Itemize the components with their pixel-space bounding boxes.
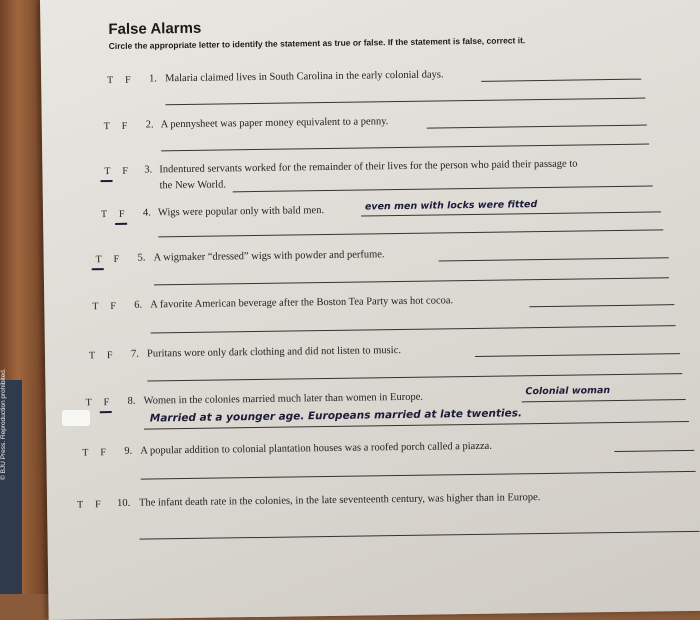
q6-answer-line[interactable] — [529, 304, 674, 307]
worksheet-page — [40, 0, 700, 620]
q5-circled-mark — [92, 268, 104, 270]
worksheet-title: False Alarms — [108, 19, 202, 39]
q4-handwritten-answer: even men with locks were fitted — [364, 199, 538, 213]
q1-number: 1. — [149, 73, 158, 85]
q5-answer-line-2[interactable] — [154, 277, 669, 285]
q4-answer-line[interactable] — [361, 211, 661, 216]
q8-true-option[interactable]: T — [85, 397, 92, 409]
q5-answer-line[interactable] — [439, 257, 669, 261]
q10-true-option[interactable]: T — [76, 499, 84, 511]
q7-answer-line[interactable] — [475, 353, 680, 357]
q8-number: 8. — [127, 395, 136, 407]
light-glare — [62, 410, 90, 426]
q6-true-option[interactable]: T — [92, 301, 99, 313]
copyright-notice: © BJU Press. Reproduction prohibited. — [0, 368, 7, 480]
q7-false-option[interactable]: F — [106, 350, 113, 362]
q2-answer-line-2[interactable] — [161, 144, 649, 152]
q3-text-line2: the New World. — [159, 179, 227, 192]
q5-text: A wigmaker “dressed” wigs with powder and perfume. — [153, 249, 385, 264]
q9-answer-line[interactable] — [614, 450, 694, 452]
q4-circled-mark — [115, 223, 127, 225]
q10-text: The infant death rate in the colonies, in the late seventeenth century, was higher than in Europe. — [138, 492, 541, 509]
q8-handwritten-answer: Colonial woman — [525, 385, 611, 398]
q9-true-option[interactable]: T — [82, 447, 89, 459]
q8-circled-mark — [100, 411, 112, 413]
q4-text: Wigs were popular only with bald men. — [157, 205, 325, 219]
q4-false-option[interactable]: F — [118, 208, 125, 220]
q6-answer-line-2[interactable] — [151, 325, 676, 333]
q8-answer-line[interactable] — [522, 399, 686, 402]
q9-answer-line-2[interactable] — [141, 471, 696, 480]
q3-number: 3. — [144, 164, 153, 176]
q2-answer-line[interactable] — [427, 125, 647, 129]
q5-number: 5. — [137, 252, 146, 264]
q7-text: Puritans wore only dark clothing and did not listen to music. — [146, 344, 402, 360]
q1-text: Malaria claimed lives in South Carolina in the early colonial days. — [165, 69, 444, 85]
q3-true-option[interactable]: T — [104, 166, 111, 178]
q10-number: 10. — [116, 497, 131, 509]
q8-false-option[interactable]: F — [103, 397, 110, 409]
q5-true-option[interactable]: T — [95, 254, 102, 266]
q1-false-option[interactable]: F — [125, 74, 131, 86]
q2-true-option[interactable]: T — [103, 121, 110, 133]
q1-true-option[interactable]: T — [107, 74, 114, 87]
q3-circled-mark — [101, 180, 113, 182]
q10-false-option[interactable]: F — [94, 499, 101, 511]
q8-text: Women in the colonies married much later than women in Europe. — [143, 391, 424, 407]
q7-number: 7. — [130, 348, 139, 360]
q4-number: 4. — [142, 207, 151, 219]
q3-text: Indentured servants worked for the remainder of their lives for the person who paid their passage to — [159, 158, 578, 176]
q2-false-option[interactable]: F — [121, 120, 128, 132]
q1-answer-line-2[interactable] — [165, 98, 645, 106]
instructions: Circle the appropriate letter to identify the statement as true or false. If the statement is false, correct it. — [108, 35, 526, 52]
q2-text: A pennysheet was paper money equivalent to a penny. — [160, 116, 389, 131]
q9-number: 9. — [124, 445, 133, 457]
q6-false-option[interactable]: F — [110, 300, 116, 313]
q3-answer-line[interactable] — [233, 185, 653, 192]
q2-number: 2. — [145, 119, 154, 131]
q5-false-option[interactable]: F — [113, 253, 120, 265]
q10-answer-line[interactable] — [140, 531, 700, 540]
q9-text: A popular addition to colonial plantation houses was a roofed porch called a piazza. — [140, 440, 492, 457]
q6-text: A favorite American beverage after the Boston Tea Party was hot cocoa. — [150, 295, 454, 311]
q4-true-option[interactable]: T — [100, 209, 108, 221]
q4-answer-line-2[interactable] — [158, 229, 663, 237]
q3-false-option[interactable]: F — [122, 165, 129, 177]
q1-answer-line[interactable] — [481, 79, 641, 82]
q8-handwritten-answer-2: Married at a younger age. Europeans married at late twenties. — [149, 407, 522, 425]
q7-true-option[interactable]: T — [88, 350, 96, 362]
q9-false-option[interactable]: F — [100, 447, 106, 459]
q6-number: 6. — [134, 299, 143, 311]
q7-answer-line-2[interactable] — [147, 373, 682, 381]
